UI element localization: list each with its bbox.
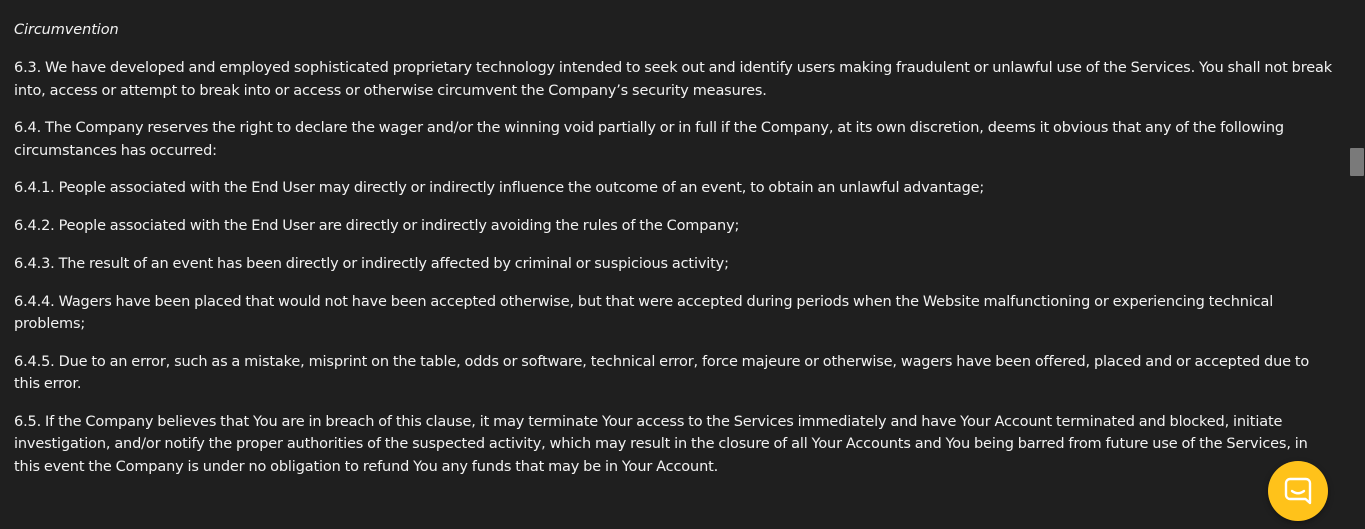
paragraph-6-5: 6.5. If the Company believes that You are in breach of this clause, it may terminate Your access to the Services immediately and have Your Account terminated and blocked, initiate investigation, and/or notify the proper authorities of the suspected activity, which may result in the closure of all Your Accounts and You being barred from future use of the Services, in this event the Company is under no obligation to refund You any funds that may be in Your Account. [14,413,1308,475]
paragraph-6-3: 6.3. We have developed and employed sophisticated proprietary technology intended to seek out and identify users making fraudulent or unlawful use of the Services. You shall not break into, access or attempt to break into or access or otherwise circumvent the Company’s security measures. [14,60,1332,99]
paragraph-6-4-4: 6.4.4. Wagers have been placed that would not have been accepted otherwise, but that were accepted during periods when the Website malfunctioning or experiencing technical problems; [14,293,1274,332]
chat-launcher-button[interactable] [1268,461,1328,521]
terms-content [14,0,1336,529]
paragraph-6-4-1: 6.4.1. People associated with the End User may directly or indirectly influence the outcome of an event, to obtain an unlawful advantage; [14,180,985,196]
paragraph-6-4: 6.4. The Company reserves the right to declare the wager and/or the winning void partially or in full if the Company, at its own discretion, deems it obvious that any of the following circumstances has occurred: [14,120,1284,159]
paragraph-6-4-2: 6.4.2. People associated with the End User are directly or indirectly avoiding the rules of the Company; [14,218,740,234]
chat-bubble-icon [1283,476,1313,506]
vertical-scrollbar[interactable] [1349,0,1365,529]
paragraph-6-4-3: 6.4.3. The result of an event has been directly or indirectly affected by criminal or suspicious activity; [14,255,729,272]
section-heading: Circumvention [14,22,119,38]
paragraph-6-4-5: 6.4.5. Due to an error, such as a mistake, misprint on the table, odds or software, technical error, force majeure or otherwise, wagers have been offered, placed and or accepted due to this error. [14,353,1310,392]
scrollbar-thumb[interactable] [1350,148,1364,176]
